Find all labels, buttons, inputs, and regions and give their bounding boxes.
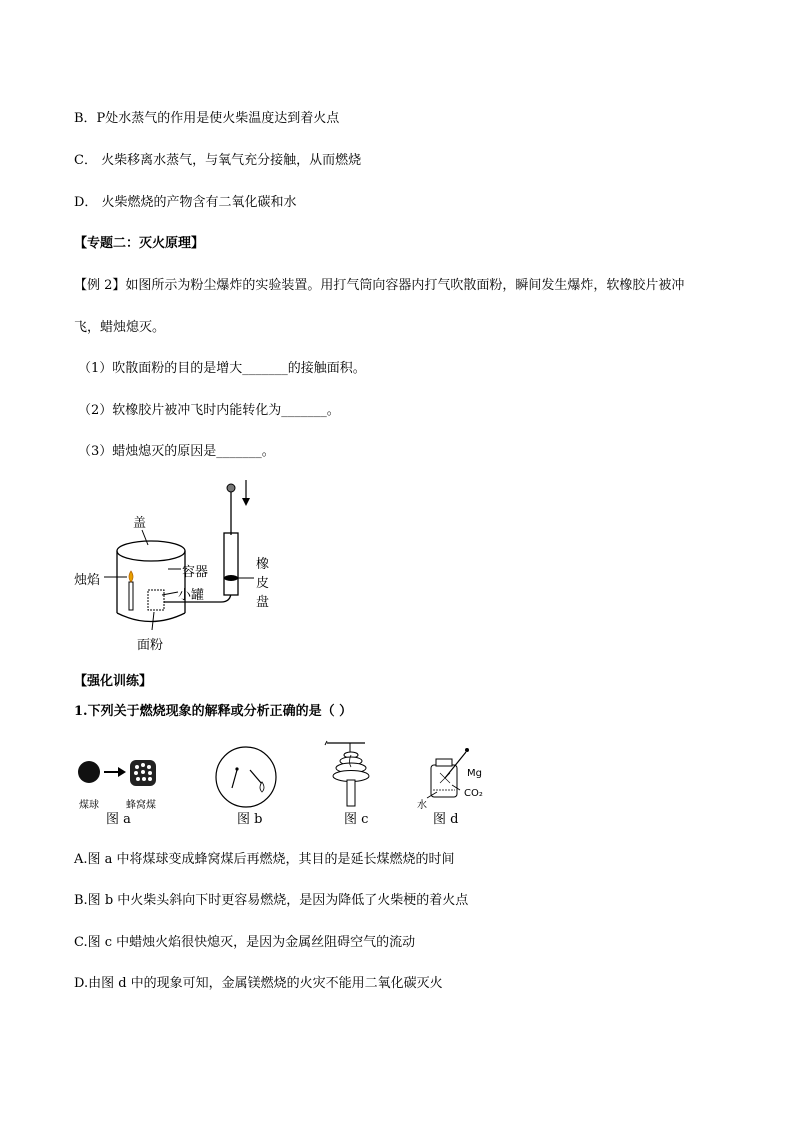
- example-2-line2: 飞，蜡烛熄灭。: [74, 320, 166, 335]
- option-d-prev: D． 火柴燃烧的产物含有二氧化碳和水: [74, 195, 297, 210]
- rubber-disc-label-3: 盘: [256, 595, 270, 610]
- candle-flame-label: 烛焰: [74, 573, 101, 588]
- lid-label: 盖: [133, 516, 147, 531]
- option-c-prev: C． 火柴移离水蒸气，与氧气充分接触，从而燃烧: [74, 153, 362, 168]
- question-1: （1）吹散面粉的目的是增大_______的接触面积。: [78, 361, 366, 376]
- honeycomb-coal-label: 蜂窝煤: [126, 800, 156, 811]
- rubber-disc-label-2: 皮: [256, 576, 270, 591]
- practice-option-a: A.图 a 中将煤球变成蜂窝煤后再燃烧，其目的是延长煤燃烧的时间: [74, 852, 455, 867]
- question-2: （2）软橡胶片被冲飞时内能转化为_______。: [78, 403, 340, 418]
- practice-option-c: C.图 c 中蜡烛火焰很快熄灭，是因为金属丝阻碍空气的流动: [74, 935, 416, 950]
- practice-option-d: D.由图 d 中的现象可知，金属镁燃烧的火灾不能用二氧化碳灭火: [74, 976, 443, 991]
- rubber-disc-label-1: 橡: [256, 557, 270, 572]
- topic-two-heading: 【专题二：灭火原理】: [74, 236, 205, 251]
- question-3: （3）蜡烛熄灭的原因是_______。: [78, 444, 275, 459]
- option-b-prev: B．P处水蒸气的作用是使火柴温度达到着火点: [74, 111, 340, 126]
- fig-d-caption: 图 d: [433, 812, 459, 827]
- practice-option-b: B.图 b 中火柴头斜向下时更容易燃烧，是因为降低了火柴梗的着火点: [74, 893, 469, 908]
- fig-c-caption: 图 c: [344, 812, 369, 827]
- container-label: 容器: [182, 565, 209, 580]
- flour-label: 面粉: [137, 638, 164, 653]
- mg-label: Mg: [467, 768, 482, 779]
- water-label: 水: [417, 800, 427, 811]
- fig-a-caption: 图 a: [106, 812, 131, 827]
- fig-b-caption: 图 b: [237, 812, 263, 827]
- co2-label: CO₂: [464, 788, 483, 799]
- practice-question-1: 1.下列关于燃烧现象的解释或分析正确的是（ ）: [74, 704, 353, 719]
- practice-heading: 【强化训练】: [74, 674, 153, 689]
- small-can-label: 小罐: [178, 588, 205, 603]
- example-2-line1: 【例 2】如图所示为粉尘爆炸的实验装置。用打气筒向容器内打气吹散面粉，瞬间发生爆炸，软橡胶片被冲: [74, 278, 685, 293]
- coal-ball-label: 煤球: [79, 800, 99, 811]
